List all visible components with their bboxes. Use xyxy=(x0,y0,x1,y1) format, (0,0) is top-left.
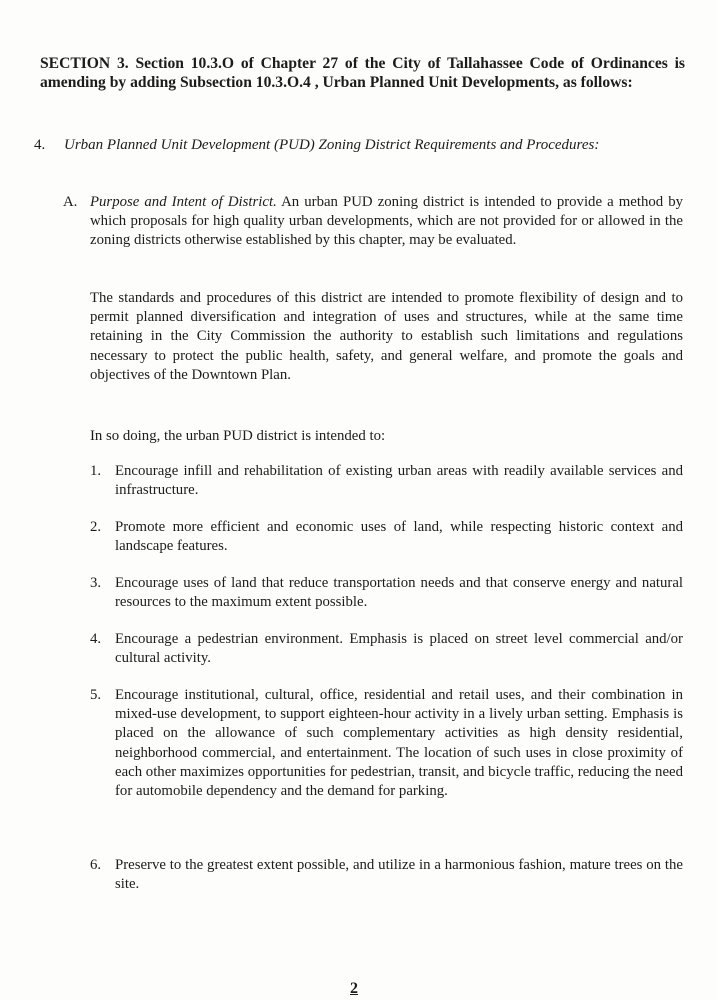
list-item-text: Encourage infill and rehabilitation of existing urban areas with readily available services and infrastructure. xyxy=(115,463,683,499)
subsection-title: Urban Planned Unit Development (PUD) Zoning District Requirements and Procedures: xyxy=(64,137,600,153)
list-item-number: 6. xyxy=(90,857,102,873)
list-item-text: Encourage a pedestrian environment. Emphasis is placed on street level commercial and/or cultural activity. xyxy=(115,631,683,667)
intro-paragraph: In so doing, the urban PUD district is intended to: xyxy=(90,428,386,444)
purpose-title: Purpose and Intent of District. xyxy=(90,194,277,210)
list-item xyxy=(90,686,683,801)
list-item xyxy=(90,518,683,556)
purpose-paragraph xyxy=(63,193,683,251)
subsection-number: 4. xyxy=(34,137,46,153)
section-heading: SECTION 3. Section 10.3.O of Chapter 27 of the City of Tallahassee Code of Ordinances is amending by adding Subsection 10.3.O.4 , Urban Planned Unit Developments, as follows: xyxy=(40,55,685,91)
list-item xyxy=(90,574,683,612)
list-item-number: 3. xyxy=(90,575,102,591)
page-number: 2 xyxy=(350,980,358,997)
subsection-heading xyxy=(34,136,684,155)
standards-paragraph: The standards and procedures of this district are intended to promote flexibility of design and to permit planned diversification and integration of uses and structures, while at the same time retaining in the City Commission the authority to establish such limitations and regulations necessary to protect the public health, safety, and general welfare, and promote the goals and objectives of the Downtown Plan. xyxy=(90,290,683,383)
list-item-text: Encourage uses of land that reduce transportation needs and that conserve energy and natural resources to the maximum extent possible. xyxy=(115,575,683,611)
list-item-text: Promote more efficient and economic uses of land, while respecting historic context and landscape features. xyxy=(115,519,683,555)
list-item xyxy=(90,856,683,894)
list-item-number: 2. xyxy=(90,519,102,535)
list-item-number: 4. xyxy=(90,631,102,647)
paragraph-label: A. xyxy=(63,194,78,210)
list-item-text: Encourage institutional, cultural, office, residential and retail uses, and their combination in mixed-use development, to support eighteen-hour activity in a lively urban setting. Emphasis is placed on the allowance of such complementary activities as high density residential, neighborhood commercial, and entertainment. The location of such uses in close proximity of each other maximizes opportunities for pedestrian, transit, and bicycle traffic, reducing the need for automobile dependency and the demand for parking. xyxy=(115,687,683,800)
purpose-body xyxy=(90,193,683,251)
purpose-tail: this chapter, may be evaluated. xyxy=(333,232,517,249)
list-item-number: 1. xyxy=(90,463,102,479)
list-item xyxy=(90,462,683,500)
list-item-number: 5. xyxy=(90,687,102,703)
list-item-text: Preserve to the greatest extent possible, and utilize in a harmonious fashion, mature trees on the site. xyxy=(115,857,683,893)
list-item xyxy=(90,630,683,668)
purpose-text: An urban PUD zoning district is intended to provide a method by which proposals for high quality urban developments, which are not provided for or allowed in the zoning districts otherwise established by xyxy=(90,194,684,249)
